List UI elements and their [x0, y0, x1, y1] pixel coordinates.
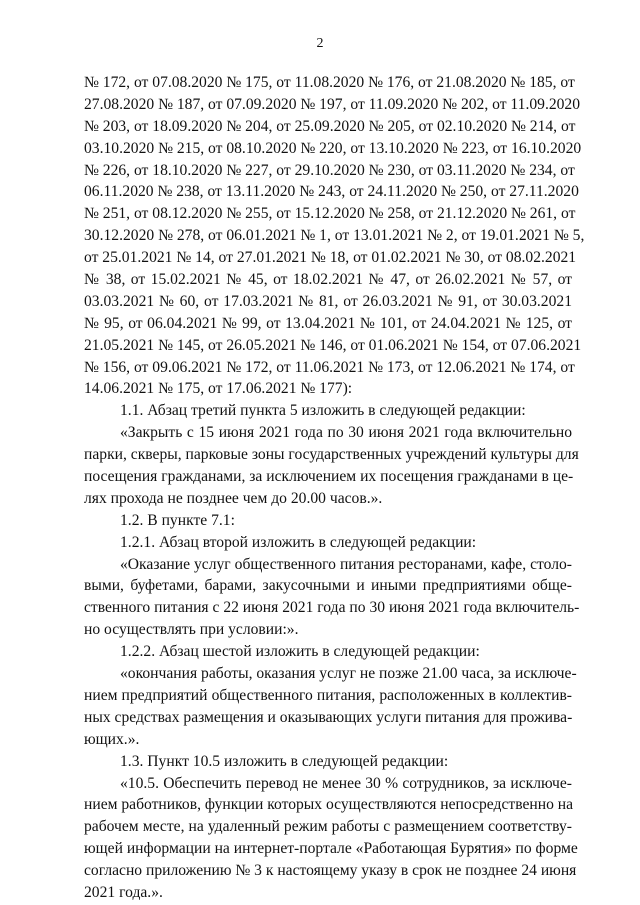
text-line: № 203, от 18.09.2020 № 204, от 25.09.2020 № 205, от 02.10.2020 № 214, от	[84, 117, 576, 135]
text-line: лях прохода не позднее чем до 20.00 часов.».	[84, 489, 383, 507]
text-line: 14.06.2021 № 175, от 17.06.2021 № 177):	[84, 380, 353, 398]
text-line: но осуществлять при условии:».	[84, 621, 299, 639]
text-line: согласно приложению № 3 к настоящему указу в срок не позднее 24 июня	[84, 862, 577, 880]
text-line: посещения гражданами, за исключением их посещения гражданами в це-	[84, 468, 574, 486]
text-line: «10.5. Обеспечить перевод не менее 30 % сотрудников, за исключе-	[120, 774, 572, 792]
text-line: 1.2.1. Абзац второй изложить в следующей редакции:	[120, 533, 477, 551]
text-line: 06.11.2020 № 238, от 13.11.2020 № 243, от 24.11.2020 № 250, от 27.11.2020	[84, 183, 579, 201]
text-line: 03.03.2021 № 60, от 17.03.2021 № 81, от 26.03.2021 № 91, от 30.03.2021	[84, 292, 572, 310]
text-line: «Оказание услуг общественного питания ресторанами, кафе, столо-	[120, 555, 572, 573]
document-body	[84, 72, 585, 904]
text-line: выми, буфетами, барами, закусочными и иными предприятиями обще-	[84, 577, 572, 595]
text-line: 21.05.2021 № 145, от 26.05.2021 № 146, от 01.06.2021 № 154, от 07.06.2021	[84, 336, 582, 354]
text-line: парки, скверы, парковые зоны государственных учреждений культуры для	[84, 446, 579, 464]
text-line: № 156, от 09.06.2021 № 172, от 11.06.2021 № 173, от 12.06.2021 № 174, от	[84, 358, 575, 376]
page-number: 2	[316, 36, 324, 51]
text-line: 2021 года.».	[84, 883, 163, 901]
text-line: 27.08.2020 № 187, от 07.09.2020 № 197, от 11.09.2020 № 202, от 11.09.2020	[84, 95, 581, 113]
text-line: «окончания работы, оказания услуг не позже 21.00 часа, за исключе-	[120, 665, 577, 683]
text-line: рабочем месте, на удаленный режим работы с размещением соответству-	[84, 818, 572, 836]
text-line: 1.2.2. Абзац шестой изложить в следующей редакции:	[120, 643, 480, 661]
text-line: ных средствах размещения и оказывающих услуги питания для прожива-	[84, 708, 573, 726]
text-line: № 226, от 18.10.2020 № 227, от 29.10.2020 № 230, от 03.11.2020 № 234, от	[84, 161, 575, 179]
text-line: «Закрыть с 15 июня 2021 года по 30 июня 2021 года включительно	[120, 424, 572, 442]
text-line: № 251, от 08.12.2020 № 255, от 15.12.2020 № 258, от 21.12.2020 № 261, от	[84, 205, 576, 223]
text-line: нием предприятий общественного питания, расположенных в коллектив-	[84, 686, 572, 704]
text-line: № 95, от 06.04.2021 № 99, от 13.04.2021 № 101, от 24.04.2021 № 125, от	[84, 314, 572, 332]
text-line: 30.12.2020 № 278, от 06.01.2021 № 1, от 13.01.2021 № 2, от 19.01.2021 № 5,	[84, 227, 585, 245]
text-line: от 25.01.2021 № 14, от 27.01.2021 № 18, от 01.02.2021 № 30, от 08.02.2021	[84, 249, 577, 267]
text-line: ющей информации на интернет-портале «Работающая Бурятия» по форме	[84, 840, 578, 858]
text-line: ющих.».	[84, 730, 140, 748]
text-line: № 38, от 15.02.2021 № 45, от 18.02.2021 № 47, от 26.02.2021 № 57, от	[84, 271, 572, 289]
text-line: 1.2. В пункте 7.1:	[120, 511, 235, 529]
text-line: 1.1. Абзац третий пункта 5 изложить в следующей редакции:	[120, 402, 526, 420]
text-line: нием работников, функции которых осуществляются непосредственно на	[84, 796, 574, 814]
text-line: № 172, от 07.08.2020 № 175, от 11.08.2020 № 176, от 21.08.2020 № 185, от	[84, 74, 575, 91]
text-line: 03.10.2020 № 215, от 08.10.2020 № 220, от 13.10.2020 № 223, от 16.10.2020	[84, 139, 582, 157]
text-line: 1.3. Пункт 10.5 изложить в следующей редакции:	[120, 752, 449, 770]
text-line: ственного питания с 22 июня 2021 года по 30 июня 2021 года включитель-	[84, 599, 580, 617]
